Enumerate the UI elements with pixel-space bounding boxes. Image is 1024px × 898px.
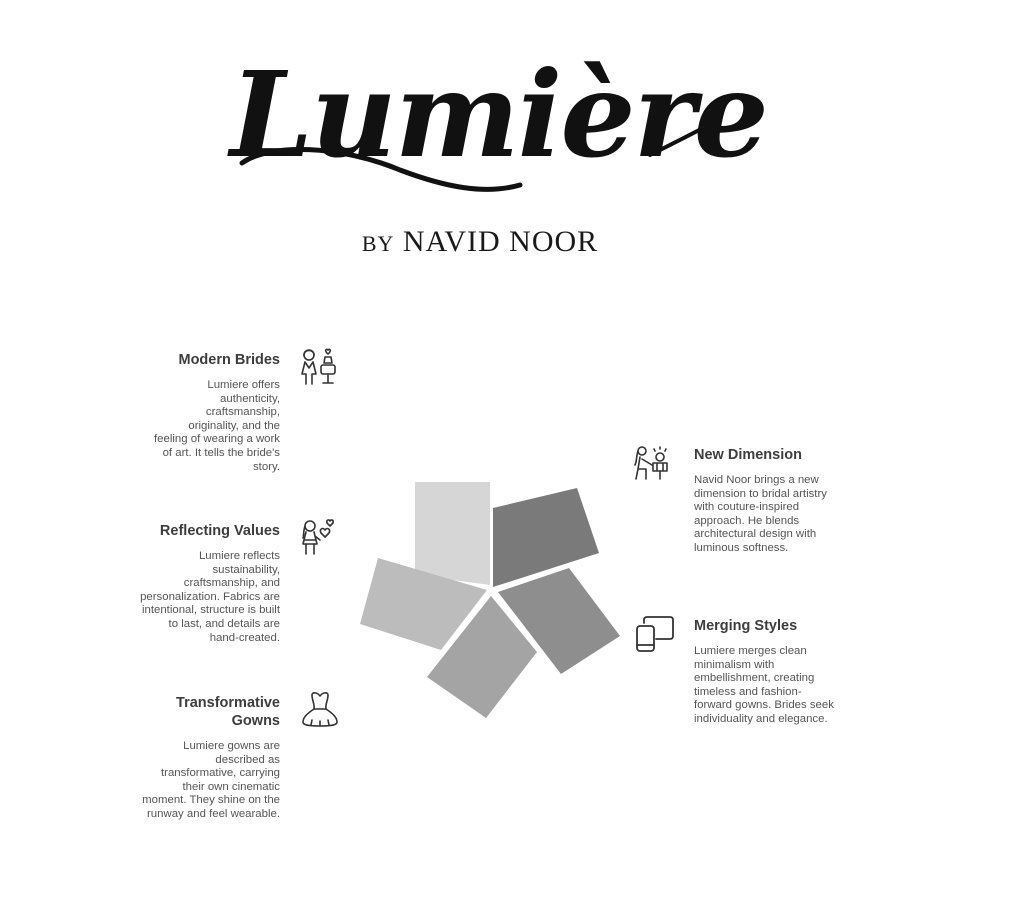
pinwheel-segment-new-dimension[interactable] [493,488,599,587]
segment-description: Lumiere gowns are described as transformative, carrying their own cinematic moment. They shine on the runway and feel wearable. [142,740,280,820]
bride-with-hearts-icon [298,516,342,558]
segment-description: Lumiere offers authenticity, craftsmanship, originality, and the feeling of wearing a work of art. It tells the bride's story. [154,379,280,473]
logo-swash-decoration [230,35,767,225]
logo-byline-name: NAVID NOOR [402,225,599,258]
segment-merging-styles [694,617,834,727]
segment-title: New Dimension [694,447,802,463]
overlapping-screens-icon [632,613,676,655]
brand-logo [230,35,767,275]
segment-title: Transformative Gowns [176,695,280,729]
logo-script-title: Lumière [230,45,767,184]
segment-transformative-gowns [140,694,280,822]
segment-modern-brides [140,351,280,474]
segment-description: Lumiere reflects sustainability, craftsmanship, and personalization. Fabrics are intentional, structure is built to last, and details are hand-created. [140,550,280,644]
logo-byline-prefix: BY [361,231,395,256]
designer-at-work-icon [632,443,676,485]
segment-reflecting-values [140,522,280,645]
segment-new-dimension [694,446,834,556]
segment-title: Merging Styles [694,618,798,634]
logo-byline [230,225,730,259]
pinwheel-segment-modern-brides[interactable] [415,482,490,585]
segment-title: Reflecting Values [159,523,280,539]
segment-description: Lumiere merges clean minimalism with embellishment, creating timeless and fashion-forward gowns. Brides seek individuality and elegance. [694,645,834,725]
gown-icon [298,689,342,731]
segment-description: Navid Noor brings a new dimension to bridal artistry with couture-inspired approach. He blends architectural design with luminous softness. [694,474,827,554]
segment-title: Modern Brides [178,352,280,368]
bride-and-cake-icon [298,346,342,388]
